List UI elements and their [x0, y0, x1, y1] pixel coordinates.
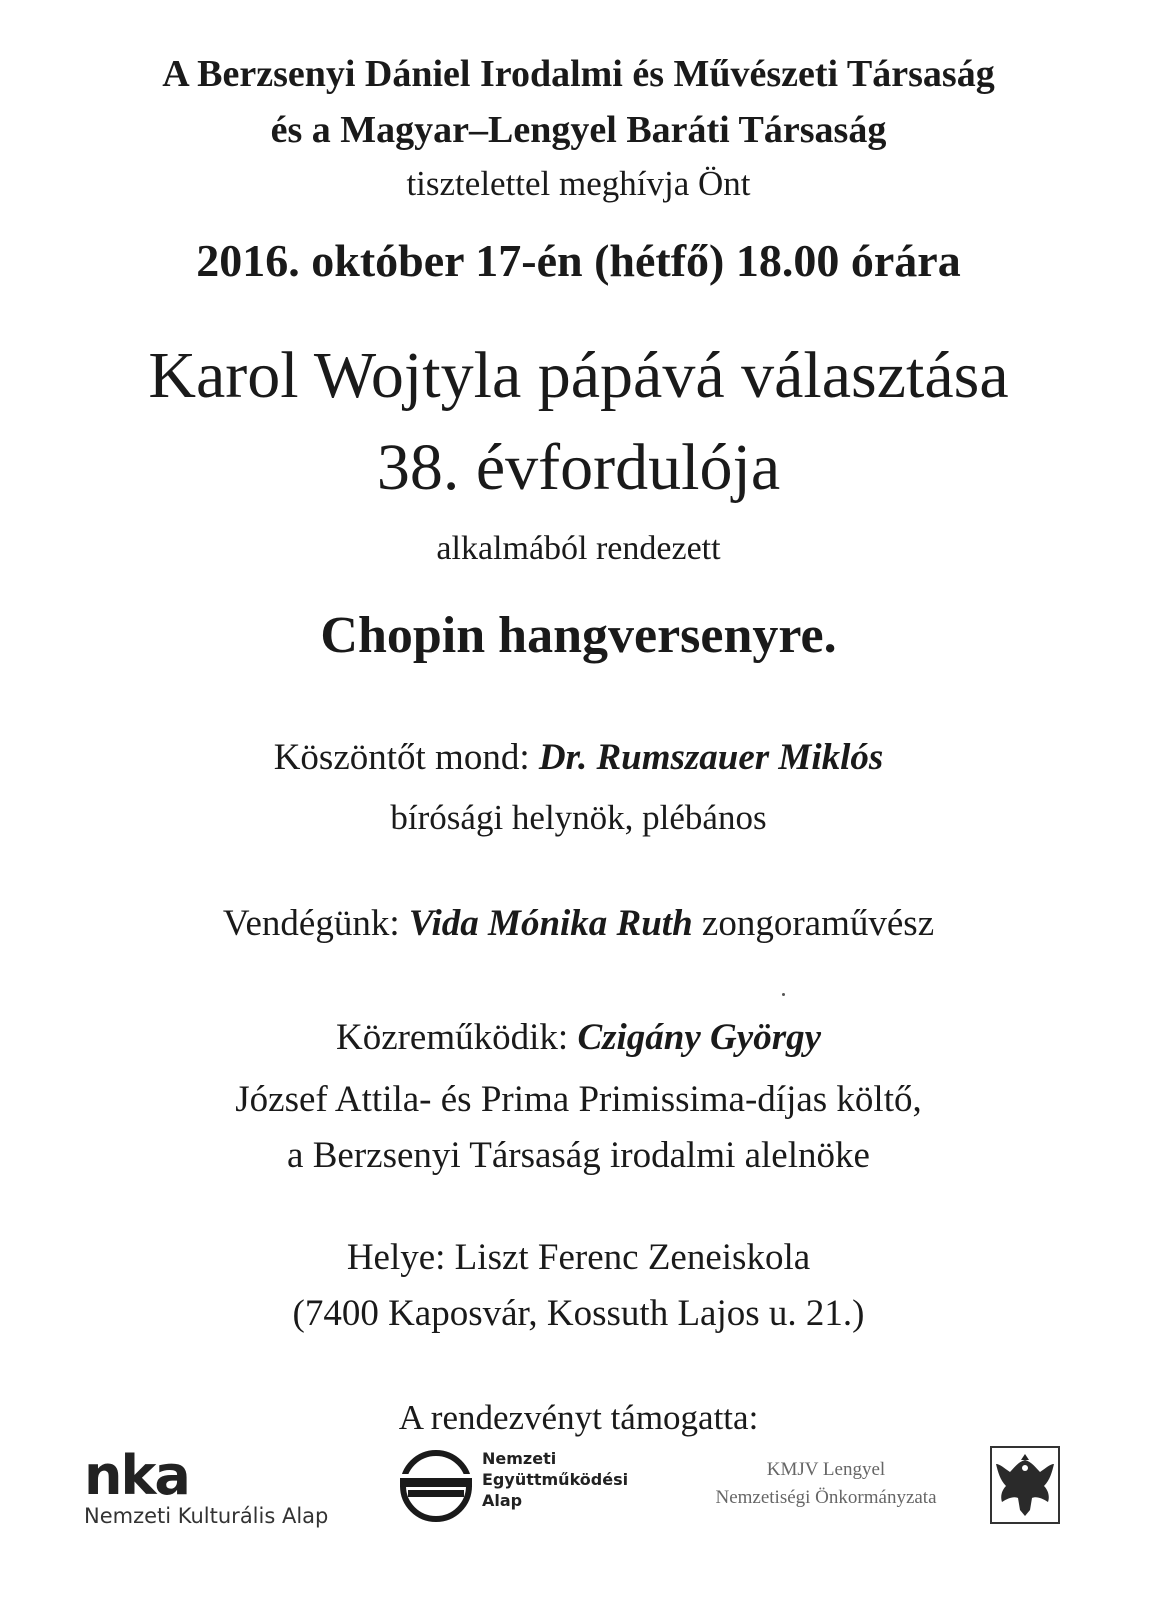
nea-line-3: Alap [482, 1491, 523, 1510]
polish-eagle-crest-icon [990, 1446, 1060, 1524]
guest-role: zongoraművész [701, 903, 935, 944]
greeting-speaker-name: Dr. Rumszauer Miklós [538, 737, 884, 778]
greeting-speaker-role: bírósági helynök, plébános [390, 798, 767, 837]
nka-logo [84, 1444, 374, 1534]
greeting-line [0, 736, 1157, 779]
concert-title: Chopin hangversenyre. [320, 607, 837, 664]
nea-line-2: Együttműködési [482, 1470, 629, 1489]
event-title-line-1: Karol Wojtyla pápává választása [148, 339, 1009, 412]
collaborator-role-line-1: József Attila- és Prima Primissima-díjas költő, [235, 1079, 922, 1120]
event-date: 2016. október 17-én (hétfő) 18.00 órára [196, 235, 961, 286]
kmjv-logo [676, 1446, 1076, 1536]
invitation-line: tisztelettel meghívja Önt [406, 164, 751, 203]
collaborator-label: Közreműködik: [335, 1017, 569, 1058]
scan-speck [782, 993, 785, 996]
nea-logo-icon [398, 1448, 474, 1524]
kmjv-line-2: Nemzetiségi Önkormányzata [715, 1487, 937, 1508]
organizer-line-2: és a Magyar–Lengyel Baráti Társaság [270, 109, 887, 151]
nea-line-1: Nemzeti [482, 1449, 557, 1468]
occasion-line: alkalmából rendezett [436, 530, 721, 567]
guest-label: Vendégünk: [222, 903, 400, 944]
venue-line-1: Helye: Liszt Ferenc Zeneiskola [346, 1237, 811, 1278]
organizer-line-1: A Berzsenyi Dániel Irodalmi és Művészeti Társaság [162, 53, 995, 95]
collaborator-line [0, 1016, 1157, 1059]
sponsors-heading: A rendezvényt támogatta: [398, 1398, 759, 1437]
greeting-label: Köszöntőt mond: [273, 737, 530, 778]
nka-logo-mark: nka [84, 1444, 189, 1507]
nka-logo-name: Nemzeti Kulturális Alap [84, 1504, 329, 1528]
collaborator-name: Czigány György [577, 1017, 822, 1058]
collaborator-role-line-2: a Berzsenyi Társaság irodalmi alelnöke [287, 1135, 870, 1176]
guest-name: Vida Mónika Ruth [408, 903, 693, 944]
venue-line-2: (7400 Kaposvár, Kossuth Lajos u. 21.) [292, 1293, 865, 1334]
kmjv-logo-text [676, 1456, 976, 1512]
nea-logo-text [482, 1448, 628, 1511]
kmjv-line-1: KMJV Lengyel [766, 1459, 886, 1480]
nea-logo [398, 1446, 668, 1546]
guest-line [0, 902, 1157, 945]
event-title-line-2: 38. évfordulója [376, 431, 781, 504]
